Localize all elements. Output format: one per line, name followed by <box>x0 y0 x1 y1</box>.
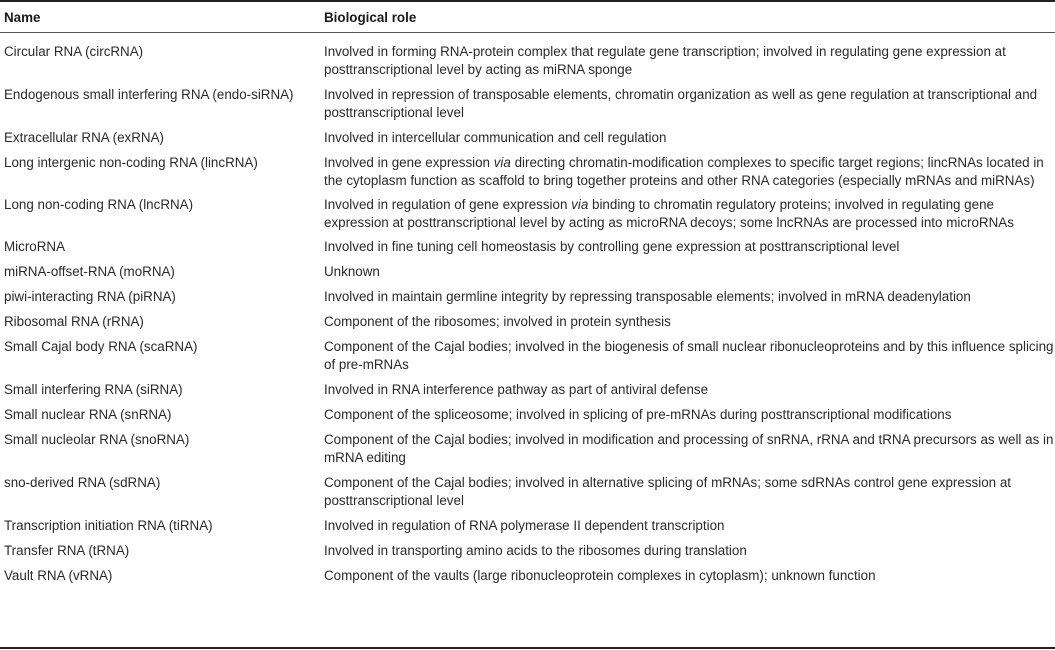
biological-role-cell: Component of the Cajal bodies; involved in the biogenesis of small nuclear ribonucleoproteins and by this influence splicing of pre-mRNAs <box>324 339 1054 372</box>
rna-name-cell: Ribosomal RNA (rRNA) <box>4 314 144 329</box>
biological-role-cell: Component of the spliceosome; involved in splicing of pre-mRNAs during posttranscriptional modifications <box>324 407 952 422</box>
rna-name-cell: miRNA-offset-RNA (moRNA) <box>4 264 175 279</box>
table-row <box>0 539 1055 564</box>
table-row <box>0 428 1055 471</box>
biological-role-cell <box>318 151 1055 193</box>
table-row <box>0 310 1055 335</box>
rna-name-cell: sno-derived RNA (sdRNA) <box>4 475 161 490</box>
rna-name-cell: Long intergenic non-coding RNA (lincRNA) <box>4 155 258 170</box>
table-bottom-rule <box>0 647 1055 649</box>
biological-role-cell: Involved in fine tuning cell homeostasis by controlling gene expression at posttranscriptional level <box>324 239 900 254</box>
table-row <box>0 285 1055 310</box>
table-row <box>0 193 1055 235</box>
column-header-biological-role: Biological role <box>324 9 417 25</box>
biological-role-cell: Involved in transporting amino acids to the ribosomes during translation <box>324 543 747 558</box>
rna-name-cell: Endogenous small interfering RNA (endo-siRNA) <box>4 87 294 102</box>
rna-name-cell: Small nucleolar RNA (snoRNA) <box>4 432 190 447</box>
role-text: Involved in gene expression <box>324 155 494 170</box>
rna-name-cell: MicroRNA <box>4 239 66 254</box>
biological-role-cell: Involved in RNA interference pathway as part of antiviral defense <box>324 382 709 397</box>
rna-name-cell: piwi-interacting RNA (piRNA) <box>4 289 176 304</box>
role-text: Involved in regulation of gene expression <box>324 197 572 212</box>
table-header-row <box>0 2 1055 32</box>
table-row <box>0 151 1055 193</box>
table-row <box>0 260 1055 285</box>
biological-role-cell: Component of the ribosomes; involved in protein synthesis <box>324 314 671 329</box>
rna-name-cell: Transcription initiation RNA (tiRNA) <box>4 518 213 533</box>
biological-role-cell: Unknown <box>324 264 380 279</box>
rna-name-cell: Small interfering RNA (siRNA) <box>4 382 183 397</box>
rna-name-cell: Transfer RNA (tRNA) <box>4 543 130 558</box>
rna-biological-role-table <box>0 2 1055 589</box>
table-row <box>0 378 1055 403</box>
role-text: directing chromatin-modification complexes to specific target regions; lincRNAs located in the cytoplasm function as scaffold to bring together proteins and other RNA categories (especially mRNAs and miRNAs) <box>324 155 1044 188</box>
table-row <box>0 335 1055 378</box>
biological-role-cell: Involved in repression of transposable elements, chromatin organization as well as gene regulation at transcriptional and posttranscriptional level <box>324 87 1038 120</box>
table-row <box>0 32 1055 83</box>
role-text: binding to chromatin regulatory proteins; involved in regulating gene expression at posttranscriptional level by acting as microRNA decoys; some lncRNAs are processed into microRNAs <box>324 197 1014 230</box>
rna-name-cell: Small Cajal body RNA (scaRNA) <box>4 339 198 354</box>
biological-role-cell: Involved in regulation of RNA polymerase II dependent transcription <box>324 518 725 533</box>
biological-role-cell <box>318 193 1055 235</box>
biological-role-cell: Component of the vaults (large ribonucleoprotein complexes in cytoplasm); unknown function <box>324 568 876 583</box>
column-header-name: Name <box>4 9 41 25</box>
table-row <box>0 235 1055 260</box>
rna-name-cell: Small nuclear RNA (snRNA) <box>4 407 172 422</box>
table-row <box>0 514 1055 539</box>
rna-name-cell: Long non-coding RNA (lncRNA) <box>4 197 194 212</box>
table-row <box>0 403 1055 428</box>
rna-name-cell: Vault RNA (vRNA) <box>4 568 113 583</box>
biological-role-cell: Component of the Cajal bodies; involved in modification and processing of snRNA, rRNA and tRNA precursors as well as in mRNA editing <box>324 432 1054 465</box>
role-emphasis: via <box>493 155 511 170</box>
biological-role-cell: Component of the Cajal bodies; involved in alternative splicing of mRNAs; some sdRNAs control gene expression at posttranscriptional level <box>324 475 1011 508</box>
biological-role-cell: Involved in maintain germline integrity by repressing transposable elements; involved in mRNA deadenylation <box>324 289 971 304</box>
biological-role-cell: Involved in forming RNA-protein complex that regulate gene transcription; involved in regulating gene expression at posttranscriptional level by acting as miRNA sponge <box>324 44 1006 77</box>
table-row <box>0 471 1055 514</box>
rna-name-cell: Circular RNA (circRNA) <box>4 44 144 59</box>
table-row <box>0 126 1055 151</box>
rna-name-cell: Extracellular RNA (exRNA) <box>4 130 164 145</box>
table-row <box>0 564 1055 589</box>
role-emphasis: via <box>571 197 589 212</box>
table-row <box>0 83 1055 126</box>
biological-role-cell: Involved in intercellular communication and cell regulation <box>324 130 667 145</box>
